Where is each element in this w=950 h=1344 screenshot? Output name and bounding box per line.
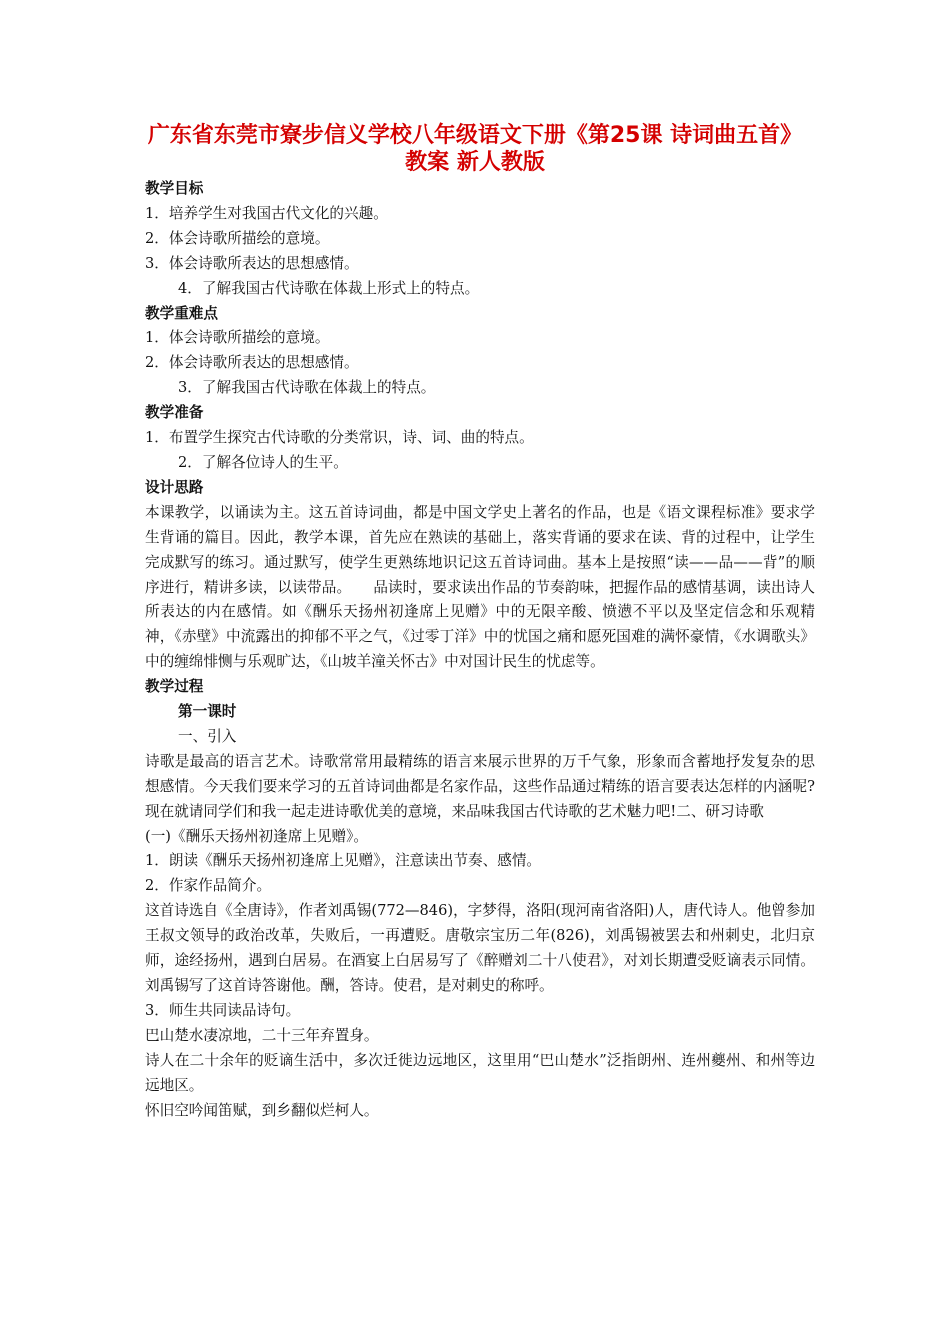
goal-item: 3．体会诗歌所表达的思想感情。	[145, 254, 359, 272]
prep-heading: 教学准备	[145, 404, 204, 422]
author-paragraph: 这首诗选自《全唐诗》，作者刘禹锡(772—846)，字梦得，洛阳(现河南省洛阳)人，唐代诗人。他曾参加王叔文领导的政治改革，失败后，一再遭贬。唐敬宗宝历二年(826)，刘禹锡被罢去和州刺史，北归京师，途经扬州，遇到白居易。在酒宴上白居易写了《醉赠刘二十八使君》，对刘长期遭受贬谪表示同情。刘禹锡写了这首诗答谢他。酬，答诗。使君，是对刺史的称呼。	[145, 902, 815, 994]
step-item: 1．朗读《酬乐天扬州初逢席上见赠》，注意读出节奏、感情。	[145, 852, 542, 870]
verse-line: 怀旧空吟闻笛赋，到乡翻似烂柯人。	[145, 1101, 379, 1119]
keypoint-item: 1．体会诗歌所描绘的意境。	[145, 329, 330, 347]
prep-item: 1．布置学生探究古代诗歌的分类常识，诗、词、曲的特点。	[145, 429, 534, 447]
document-title: 广东省东莞市寮步信义学校八年级语文下册《第25课 诗词曲五首》教案 新人教版	[147, 123, 803, 175]
prep-item: 2．了解各位诗人的生平。	[178, 453, 348, 471]
design-heading: 设计思路	[145, 478, 204, 496]
goal-item: 2．体会诗歌所描绘的意境。	[145, 229, 330, 247]
goal-item: 4．了解我国古代诗歌在体裁上形式上的特点。	[178, 279, 480, 297]
process-heading: 教学过程	[145, 678, 204, 696]
keypoint-item: 2．体会诗歌所表达的思想感情。	[145, 354, 359, 372]
verse-note: 诗人在二十余年的贬谪生活中，多次迁徙边远地区，这里用“巴山楚水”泛指朗州、连州夔州、和州等边远地区。	[145, 1051, 815, 1094]
lesson-heading: 第一课时	[178, 703, 237, 721]
step-item: 2．作家作品简介。	[145, 877, 272, 895]
step-item: 3．师生共同读品诗句。	[145, 1001, 301, 1019]
design-paragraph: 本课教学，以诵读为主。这五首诗词曲，都是中国文学史上著名的作品，也是《语文课程标准》要求学生背诵的篇目。因此，教学本课，首先应在熟读的基础上，落实背诵的要求在读、背的过程中，让学生完成默写的练习。通过默写，使学生更熟练地识记这五首诗词曲。基本上是按照“读——品——背”的顺序进行，精讲多读，以读带品。 品读时，要求读出作品的节奏韵味，把握作品的感情基调，读出诗人所表达的内在感情。如《酬乐天扬州初逢席上见赠》中的无限辛酸、愤懑不平以及坚定信念和乐观精神，《赤壁》中流露出的抑郁不平之气，《过零丁洋》中的忧国之痛和愿死国难的满怀豪情，《水调歌头》中的缠绵悱恻与乐观旷达，《山坡羊潼关怀古》中对国计民生的忧虑等。	[145, 503, 815, 671]
goals-heading: 教学目标	[145, 180, 204, 197]
keypoint-item: 3．了解我国古代诗歌在体裁上的特点。	[178, 379, 436, 397]
intro-heading: 一、引入	[178, 727, 237, 745]
document-body	[145, 177, 815, 1123]
intro-paragraph: 诗歌是最高的语言艺术。诗歌常常用最精练的语言来展示世界的万千气象，形象而含蓄地抒发复杂的思想感情。今天我们要来学习的五首诗词曲都是名家作品，这些作品通过精练的语言要表达怎样的内涵呢?现在就请同学们和我一起走进诗歌优美的意境，来品味我国古代诗歌的艺术魅力吧!二、研习诗歌	[145, 752, 815, 820]
poem-heading: (一)《酬乐天扬州初逢席上见赠》。	[145, 827, 368, 845]
goal-item: 1．培养学生对我国古代文化的兴趣。	[145, 204, 388, 222]
verse-line: 巴山楚水凄凉地，二十三年弃置身。	[145, 1026, 379, 1044]
keypoints-heading: 教学重难点	[145, 304, 218, 322]
